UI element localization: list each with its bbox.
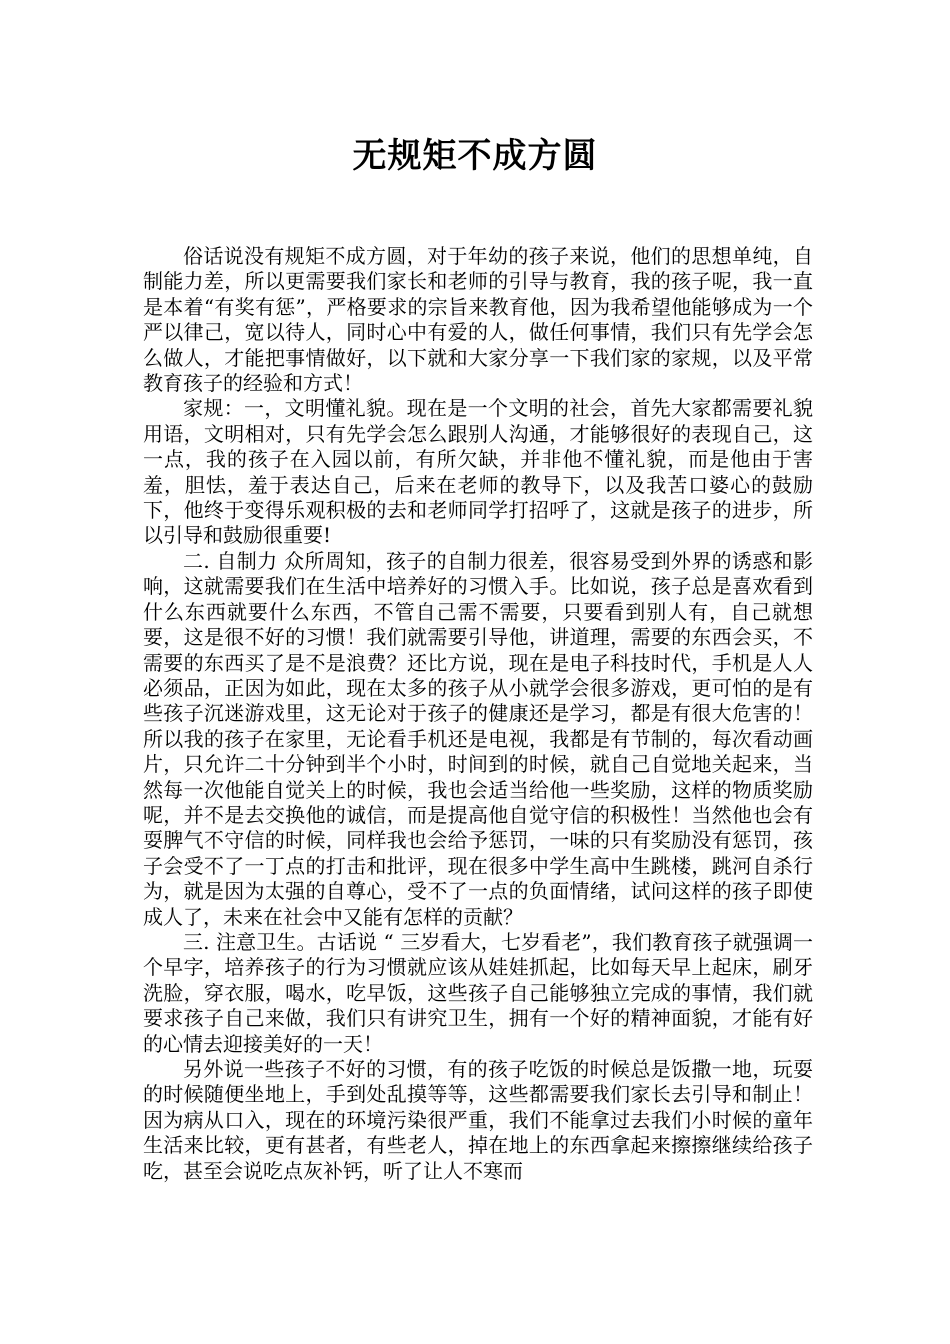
document-title: 无规矩不成方圆 [352, 136, 598, 176]
paragraph-rule-3: 三. 注意卫生。古话说 “ 三岁看大，七岁看老”，我们教育孩子就强调一个早字，培养孩子的行为习惯就应该从娃娃抓起，比如每天早上起床，刷牙洗脸，穿衣服，喝水，吃早饭，这些孩子自己能够独立完成的事情，我们就要求孩子自己来做，我们只有讲究卫生，拥有一个好的精神面貌，才能有好的心情去迎接美好的一天！ [143, 929, 813, 1056]
document-body [143, 244, 813, 1184]
paragraph-rule-2: 二. 自制力 众所周知，孩子的自制力很差，很容易受到外界的诱惑和影响，这就需要我们在生活中培养好的习惯入手。比如说，孩子总是喜欢看到什么东西就要什么东西，不管自己需不需要，只要看到别人有，自己就想要，这是很不好的习惯！我们就需要引导他，讲道理，需要的东西会买，不需要的东西买了是不是浪费？还比方说，现在是电子科技时代，手机是人人必须品，正因为如此，现在太多的孩子从小就学会很多游戏，更可怕的是有些孩子沉迷游戏里，这无论对于孩子的健康还是学习，都是有很大危害的！所以我的孩子在家里，无论看手机还是电视，我都是有节制的，每次看动画片，只允许二十分钟到半个小时，时间到的时候，就自己自觉地关起来，当然每一次他能自觉关上的时候，我也会适当给他一些奖励，这样的物质奖励呢，并不是去交换他的诚信，而是提高他自觉守信的积极性！当然他也会有耍脾气不守信的时候，同样我也会给予惩罚，一味的只有奖励没有惩罚，孩子会受不了一丁点的打击和批评，现在很多中学生高中生跳楼，跳河自杀行为，就是因为太强的自尊心，受不了一点的负面情绪，试问这样的孩子即使成人了，未来在社会中又能有怎样的贡献？ [143, 548, 813, 929]
paragraph-habits: 另外说一些孩子不好的习惯，有的孩子吃饭的时候总是饭撒一地，玩耍的时候随便坐地上，手到处乱摸等等，这些都需要我们家长去引导和制止！因为病从口入，现在的环境污染很严重，我们不能拿过去我们小时候的童年生活来比较，更有甚者，有些老人，掉在地上的东西拿起来擦擦继续给孩子吃，甚至会说吃点灰补钙，听了让人不寒而 [143, 1057, 813, 1183]
paragraph-intro: 俗话说没有规矩不成方圆，对于年幼的孩子来说，他们的思想单纯，自制能力差，所以更需要我们家长和老师的引导与教育，我的孩子呢，我一直是本着“有奖有惩”，严格要求的宗旨来教育他，因为我希望他能够成为一个严以律己，宽以待人，同时心中有爱的人，做任何事情，我们只有先学会怎么做人，才能把事情做好，以下就和大家分享一下我们家的家规，以及平常 教育孩子的经验和方式！ [143, 244, 813, 396]
paragraph-rule-1: 家规：一，文明懂礼貌。现在是一个文明的社会，首先大家都需要礼貌用语，文明相对，只有先学会怎么跟别人沟通，才能够很好的表现自己，这一点，我的孩子在入园以前，有所欠缺，并非他不懂礼貌，而是他由于害羞，胆怯，羞于表达自己，后来在老师的教导下，以及我苦口婆心的鼓励下，他终于变得乐观积极的去和老师同学打招呼了，这就是孩子的进步，所以引导和鼓励很重要! [143, 396, 813, 548]
